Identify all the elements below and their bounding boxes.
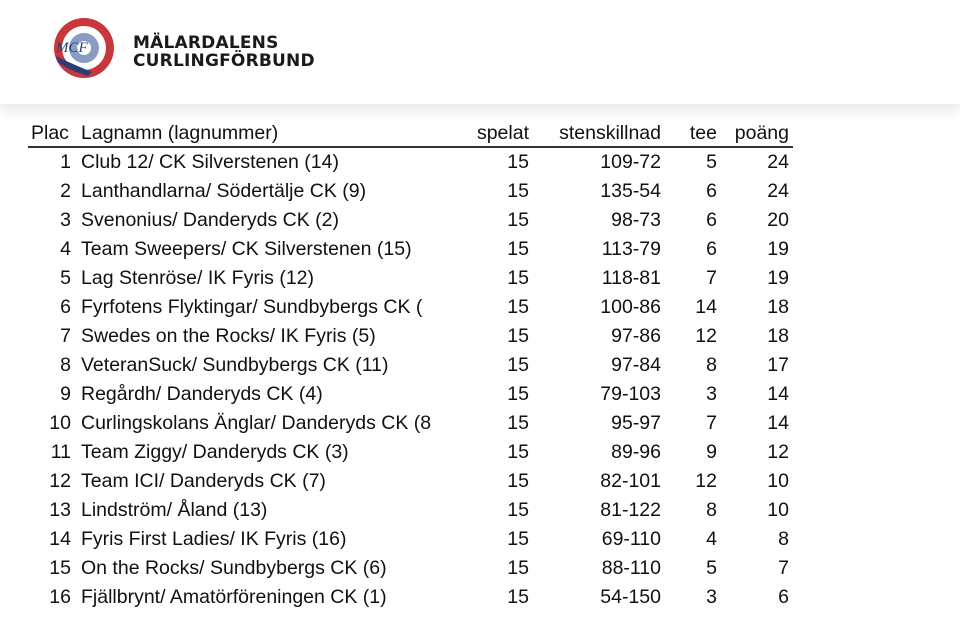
table-row [28,177,793,206]
cell-points: 19 [767,238,789,260]
cell-team: On the Rocks/ Sundbybergs CK (6) [81,557,387,579]
cell-team: Fjällbrynt/ Amatörföreningen CK (1) [81,586,387,608]
cell-place: 5 [60,267,71,289]
cell-played: 15 [507,412,529,434]
cell-place: 15 [49,557,71,579]
cell-team: Regårdh/ Danderyds CK (4) [81,383,323,405]
cell-played: 15 [507,499,529,521]
site-header [0,0,960,104]
cell-diff: 89-96 [611,441,661,463]
table-row [28,554,793,583]
cell-diff: 54-150 [600,586,661,608]
logo-text: MCF [56,40,88,56]
cell-points: 8 [778,528,789,550]
cell-played: 15 [507,383,529,405]
cell-points: 20 [767,209,789,231]
table-row [28,438,793,467]
cell-diff: 98-73 [611,209,661,231]
cell-played: 15 [507,325,529,347]
cell-tee: 6 [706,238,717,260]
cell-team: Team Sweepers/ CK Silverstenen (15) [81,238,412,260]
cell-diff: 97-86 [611,325,661,347]
cell-tee: 5 [706,151,717,173]
cell-team: Fyris First Ladies/ IK Fyris (16) [81,528,347,550]
cell-points: 6 [778,586,789,608]
cell-place: 1 [60,151,71,173]
brand-line-2: CURLINGFÖRBUND [133,51,315,71]
cell-points: 17 [767,354,789,376]
brand-name [133,34,315,70]
cell-diff: 97-84 [611,354,661,376]
col-header-played: spelat [461,116,533,147]
cell-tee: 7 [706,412,717,434]
cell-points: 14 [767,412,789,434]
cell-points: 10 [767,470,789,492]
cell-team: Lag Stenröse/ IK Fyris (12) [81,267,315,289]
table-row [28,293,793,322]
cell-team: Fyrfotens Flyktingar/ Sundbybergs CK ( [81,296,423,318]
cell-tee: 5 [706,557,717,579]
cell-diff: 100-86 [600,296,661,318]
cell-played: 15 [507,238,529,260]
table-body [28,147,793,612]
cell-tee: 6 [706,209,717,231]
cell-tee: 6 [706,180,717,202]
cell-place: 14 [49,528,71,550]
cell-tee: 12 [695,470,717,492]
cell-tee: 9 [706,441,717,463]
cell-played: 15 [507,267,529,289]
cell-place: 6 [60,296,71,318]
cell-points: 12 [767,441,789,463]
cell-played: 15 [507,354,529,376]
cell-place: 2 [60,180,71,202]
cell-diff: 82-101 [600,470,661,492]
cell-played: 15 [507,441,529,463]
cell-place: 8 [60,354,71,376]
cell-points: 24 [767,151,789,173]
col-header-points: poäng [721,116,793,147]
cell-played: 15 [507,586,529,608]
cell-points: 24 [767,180,789,202]
cell-points: 10 [767,499,789,521]
cell-diff: 135-54 [600,180,661,202]
cell-played: 15 [507,209,529,231]
cell-place: 10 [49,412,71,434]
cell-tee: 14 [695,296,717,318]
cell-team: VeteranSuck/ Sundbybergs CK (11) [81,354,389,376]
cell-played: 15 [507,528,529,550]
cell-points: 14 [767,383,789,405]
cell-tee: 4 [706,528,717,550]
cell-tee: 8 [706,354,717,376]
table-row [28,322,793,351]
standings-table [28,116,793,612]
col-header-tee: tee [665,116,721,147]
table-row [28,496,793,525]
cell-place: 9 [60,383,71,405]
cell-team: Swedes on the Rocks/ IK Fyris (5) [81,325,376,347]
mcf-logo[interactable] [52,16,116,80]
table-row [28,147,793,177]
cell-played: 15 [507,180,529,202]
col-header-place: Plac [28,116,75,147]
cell-played: 15 [507,151,529,173]
table-row [28,264,793,293]
cell-team: Lindström/ Åland (13) [81,499,268,521]
cell-diff: 113-79 [601,238,661,260]
col-header-diff: stenskillnad [533,116,665,147]
cell-tee: 8 [706,499,717,521]
table-row [28,351,793,380]
table-row [28,206,793,235]
cell-diff: 69-110 [601,528,661,550]
cell-team: Lanthandlarna/ Södertälje CK (9) [81,180,367,202]
cell-place: 16 [49,586,71,608]
cell-place: 11 [50,441,71,463]
cell-points: 19 [767,267,789,289]
cell-team: Team Ziggy/ Danderyds CK (3) [81,441,349,463]
cell-points: 18 [767,325,789,347]
table-row [28,583,793,612]
cell-played: 15 [507,557,529,579]
col-header-team: Lagnamn (lagnummer) [75,116,461,147]
cell-played: 15 [507,470,529,492]
cell-tee: 3 [706,586,717,608]
cell-place: 3 [60,209,71,231]
cell-points: 7 [778,557,789,579]
brand-line-1: MÄLARDALENS [133,33,279,53]
cell-team: Team ICI/ Danderyds CK (7) [81,470,326,492]
table-header [28,116,793,147]
table-row [28,467,793,496]
cell-diff: 109-72 [600,151,661,173]
cell-team: Club 12/ CK Silverstenen (14) [81,151,339,173]
cell-diff: 79-103 [600,383,661,405]
cell-team: Svenonius/ Danderyds CK (2) [81,209,339,231]
cell-place: 4 [60,238,71,260]
table-row [28,525,793,554]
cell-team: Curlingskolans Änglar/ Danderyds CK (8 [81,412,432,434]
cell-points: 18 [767,296,789,318]
cell-diff: 81-122 [600,499,661,521]
cell-diff: 95-97 [611,412,661,434]
cell-played: 15 [507,296,529,318]
cell-tee: 7 [706,267,717,289]
cell-diff: 118-81 [601,267,661,289]
cell-tee: 3 [706,383,717,405]
cell-tee: 12 [695,325,717,347]
cell-place: 12 [49,470,71,492]
cell-diff: 88-110 [601,557,661,579]
cell-place: 13 [49,499,71,521]
table-row [28,380,793,409]
cell-place: 7 [60,325,71,347]
table-row [28,235,793,264]
table-row [28,409,793,438]
